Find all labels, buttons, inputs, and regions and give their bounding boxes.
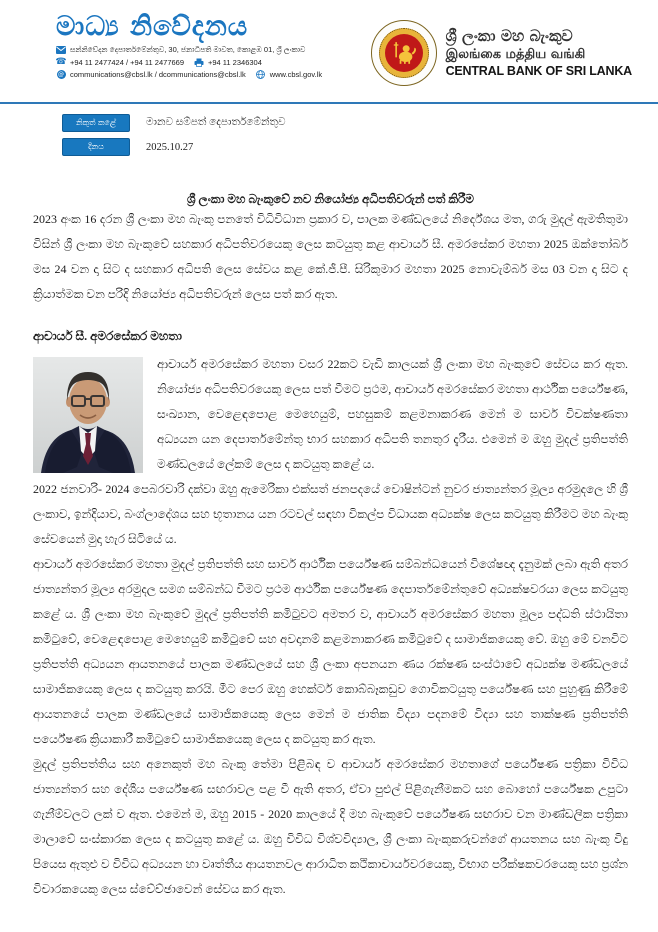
phone-icon: ☎ — [55, 57, 67, 67]
email-addresses: communications@cbsl.lk / dcommunications@cbsl.lk — [70, 70, 246, 79]
document-title: ශ්‍රී ලංකා මහ බැංකුවේ නව නියෝජ්‍ය අධිපතිවරුන් පත් කිරීම — [186, 192, 475, 206]
date-badge: දිනය — [62, 138, 130, 156]
address-text: සන්නිවේදන දෙපාර්තමේන්තුව, 30, ජනාධිපති මාවත, කොළඹ 01, ශ්‍රී ලංකාව — [70, 45, 306, 54]
phone-numbers: +94 11 2477424 / +94 11 2477669 — [70, 58, 184, 67]
release-meta — [62, 114, 658, 156]
issued-by-value: මානව සම්පත් දෙපාර්තමේන්තුව — [146, 117, 286, 128]
email-line — [56, 70, 322, 79]
issued-by-row — [62, 114, 658, 132]
paragraph-appointments: 2023 අංක 16 දරන ශ්‍රී ලංකා මහ බැංකු පනතේ විධිවිධාන ප්‍රකාර ව, පාලක මණ්ඩලයේ නිර්දේශය මත, ගරු මුදල් ඇමතිතුමා විසින් ශ්‍රී ලංකා මහ බැංකුවේ සහකාර අධිපතිවරයෙකු ලෙස කටයුතු කළ ආචාර්ය සී. අමරසේකර මහතා 2025 ඔක්තෝබර් මස 24 වන දා සිට ද සහකාර අධිපති ලෙස සේවය කළ කේ.ජී.පී. සිරිකුමාර මහතා 2025 නොවැම්බර් මස 03 වන දා සිට ද ක්‍රියාත්මක වන පරිදි නියෝජ්‍ය අධිපතිවරුන් ලෙස පත් කර ඇත. — [33, 212, 628, 301]
bank-name-tamil: இலங்கை மத்திய வங்கி — [445, 47, 586, 62]
date-value: 2025.10.27 — [146, 141, 194, 153]
issued-by-badge: නිකුත් කළේ — [62, 114, 130, 132]
header-divider — [0, 102, 658, 104]
bank-name-sinhala: ශ්‍රී ලංකා මහ බැංකුව — [445, 27, 573, 45]
globe-icon — [256, 70, 266, 79]
seal-gold-ring — [379, 28, 429, 78]
bank-name-english: CENTRAL BANK OF SRI LANKA — [445, 64, 632, 78]
seal-red-core — [385, 34, 423, 72]
media-release-block — [56, 12, 322, 79]
profile-section — [33, 357, 628, 477]
fax-icon — [194, 58, 204, 67]
media-release-logo: මාධ්‍ය නිවේදනය — [56, 11, 249, 42]
paragraph-career: ආචාර්ය අමරසේකර මහතා වසර 22කට වැඩි කාලයක් ශ්‍රී ලංකා මහ බැංකුවේ සේවය කර ඇත. නියෝජ්‍ය අධිපතිවරයෙකු ලෙස පත් වීමට ප්‍රථම, ආචාර්ය අමරසේකර මහතා ආර්ථික පර්යේෂණ, සංඛ්‍යාන, වෙළෙඳපොළ මෙහෙයුම්, පහසුකම් කළමනාකරණ මෙන් ම සාර්ව විචක්ෂණතා අධ්‍යයන යන දෙපාර්තමේන්තු භාර සහකාර අධිපති තනතුර දැරීය. එමෙන් ම ඔහු මුදල් ප්‍රතිපත්ති මණ්ඩලයේ ලේකම් ලෙස ද කටයුතු කළේ ය. — [157, 357, 628, 471]
paragraph-expertise: ආචාර්ය අමරසේකර මහතා මුදල් ප්‍රතිපත්ති සහ සාර්ව ආර්ථික පර්යේෂණ සම්බන්ධයෙන් විශේෂඥ දැනුමක් ලබා ඇති අතර ජාත්‍යන්තර මූල්‍ය අරමුදල සමග සම්බන්ධ වීමට ප්‍රථම ආර්ථික පර්යේෂණ දෙපාර්තමේන්තුවේ අධ්‍යක්ෂවරයා ලෙස කටයුතු කළේ ය. ශ්‍රී ලංකා මහ බැංකුවේ මුදල් ප්‍රතිපත්ති කමිටුවට අමතර ව, ආචාර්ය අමරසේකර මහතා මූල්‍ය පද්ධති ස්ථායිතා කමිටුවේ, වෙළෙඳපොළ මෙහෙයුම් කමිටුවේ සහ අවදානම් කළමනාකරණ කමිටුවේ ද සාමාජිකයෙකු වේ. ඔහු මේ වනවිට ප්‍රතිපත්ති අධ්‍යයන ආයතනයේ පාලක මණ්ඩලයේ සහ ශ්‍රී ලංකා අපනයන ණය රක්ෂණ සංස්ථාවේ අධ්‍යක්ෂ මණ්ඩලයේ සාමාජිකයෙකු ලෙස ද කටයුතු කරයි. මීට පෙර ඔහු හෙක්ටර් කොබ්බෑකඩුව ගොවිකටයුතු පර්යේෂණ සහ පුහුණු කිරීමේ ආයතනයේ පාලක මණ්ඩලයේ සාමාජිකයෙකු ලෙස මෙන් ම ජාතික විද්‍යා පදනමේ විද්‍යා සහ තාක්ෂණ ප්‍රතිපත්ති පර්යේෂණ ක්‍රියාකාරී කමිටුවේ සාමාජිකයෙකු ලෙස ද කටයුතු කර ඇත. — [33, 557, 628, 746]
bank-identity-block — [371, 12, 632, 86]
paragraph-imf: 2022 ජනවාරි- 2024 පෙබරවාරි දක්වා ඔහු ඇමෙරිකා එක්සත් ජනපදයේ වොෂින්ටන් නුවර ජාත්‍යන්තර මූල්‍ය අරමුදලෙ හි ශ්‍රී ලංකාව, ඉන්දියාව, බංග්ලාදේශය සහ භූතානය යන රටවල් සඳහා විකල්ප විධායක අධ්‍යක්ෂ ලෙස කටයුතු කිරීමට මහ බැංකු සේවයෙන් මුදා හැර සිටියේ ය. — [33, 482, 628, 546]
portrait-photo — [33, 357, 143, 473]
document-body — [0, 192, 658, 902]
subheading-dr-amarasekara: ආචාර්ය සී. අමරසේකර මහතා — [33, 329, 182, 343]
fax-number: +94 11 2346304 — [208, 58, 262, 67]
letterhead — [0, 0, 658, 96]
lion-emblem — [391, 40, 417, 66]
bank-names — [446, 27, 632, 79]
date-row — [62, 138, 658, 156]
paragraph-research: මුදල් ප්‍රතිපත්තිය සහ අනෙකුත් මහ බැංකු තේමා පිළිබඳ ව ආචාර්ය අමරසේකර මහතාගේ පර්යේෂණ පත්‍රිකා විවිධ ජාත්‍යන්තර සහ දේශීය පර්යේෂණ සඟරාවල පළ වී ඇති අතර, ඒවා පුළුල් පිළිගැනීමකට සහ බොහෝ පර්යේෂක උපුටා ගැනීම්වලට ලක් ව ඇත. එමෙන් ම, ඔහු 2015 - 2020 කාලයේ දි මහ බැංකුවේ පර්යේෂණ සඟරාව වන මාණ්ඩලික පත්‍රිකා මාලාවේ සංස්කාරක ලෙස ද කටයුතු කළේ ය. ඔහු විවිධ විශ්වවිද්‍යාල, ශ්‍රී ලංකා බැංකුකරුවන්ගේ ආයතනය සහ බැංකු විදු පියෙස ඇතුළු ව විවිධ අධ්‍යයන හා වෘත්තීය ආයතනවල ආරාධිත කථිකාචාර්යවරයෙකු, විභාග පරීක්ෂකවරයෙකු සහ ප්‍රශ්න විචාරකයෙකු ලෙස ස්වේච්ඡාවෙන් සේවය කර ඇත. — [33, 757, 628, 896]
email-at-icon: @ — [58, 71, 64, 78]
phone-line — [56, 58, 322, 67]
website-text: www.cbsl.gov.lk — [269, 70, 323, 79]
address-line — [56, 45, 322, 55]
cbsl-seal — [371, 20, 437, 86]
envelope-icon — [56, 46, 66, 55]
